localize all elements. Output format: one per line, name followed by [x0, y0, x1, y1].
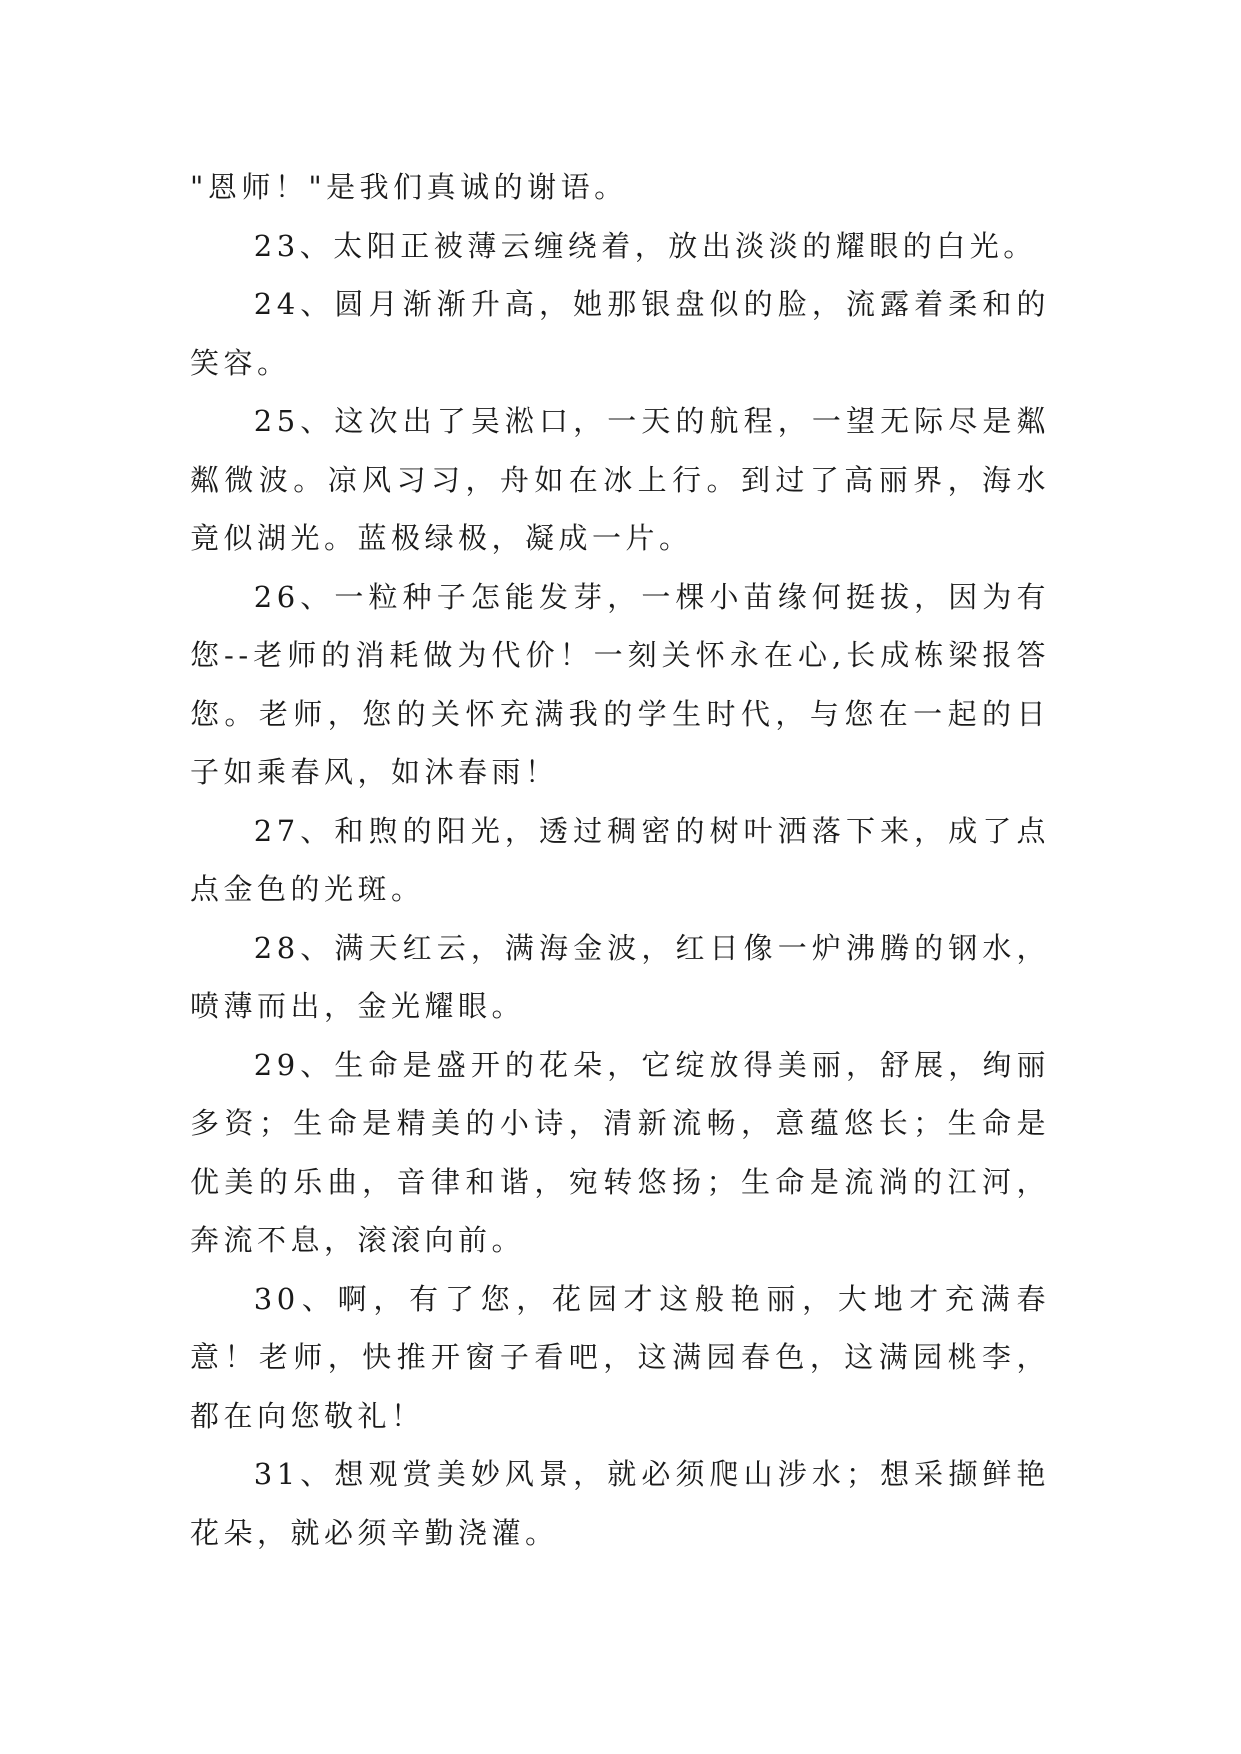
paragraph-26: 26、一粒种子怎能发芽，一棵小苗缘何挺拔，因为有您--老师的消耗做为代价！一刻关怀永在心,长成栋梁报答您。老师，您的关怀充满我的学生时代，与您在一起的日子如乘春风，如沐春雨！ [190, 579, 1050, 789]
paragraph-24: 24、圆月渐渐升高，她那银盘似的脸，流露着柔和的笑容。 [190, 287, 1050, 380]
paragraph-28: 28、满天红云，满海金波，红日像一炉沸腾的钢水，喷薄而出，金光耀眼。 [190, 930, 1050, 1023]
paragraph-31: 31、想观赏美妙风景，就必须爬山涉水；想采撷鲜艳花朵，就必须辛勤浇灌。 [190, 1457, 1050, 1550]
paragraph-25: 25、这次出了吴淞口，一天的航程，一望无际尽是粼粼微波。凉风习习，舟如在冰上行。到过了高丽界，海水竟似湖光。蓝极绿极，凝成一片。 [190, 404, 1050, 555]
paragraph-23: 23、太阳正被薄云缠绕着，放出淡淡的耀眼的白光。 [253, 228, 1037, 263]
paragraph-27: 27、和煦的阳光，透过稠密的树叶洒落下来，成了点点金色的光斑。 [190, 813, 1050, 906]
document-page [190, 158, 1050, 1562]
paragraph-29: 29、生命是盛开的花朵，它绽放得美丽，舒展，绚丽多资；生命是精美的小诗，清新流畅，意蕴悠长；生命是优美的乐曲，音律和谐，宛转悠扬；生命是流淌的江河，奔流不息，滚滚向前。 [190, 1047, 1050, 1257]
paragraph-continuation: "恩师！"是我们真诚的谢语。 [190, 170, 628, 204]
paragraph-30: 30、啊，有了您，花园才这般艳丽，大地才充满春意！老师，快推开窗子看吧，这满园春色，这满园桃李，都在向您敬礼！ [190, 1281, 1050, 1433]
